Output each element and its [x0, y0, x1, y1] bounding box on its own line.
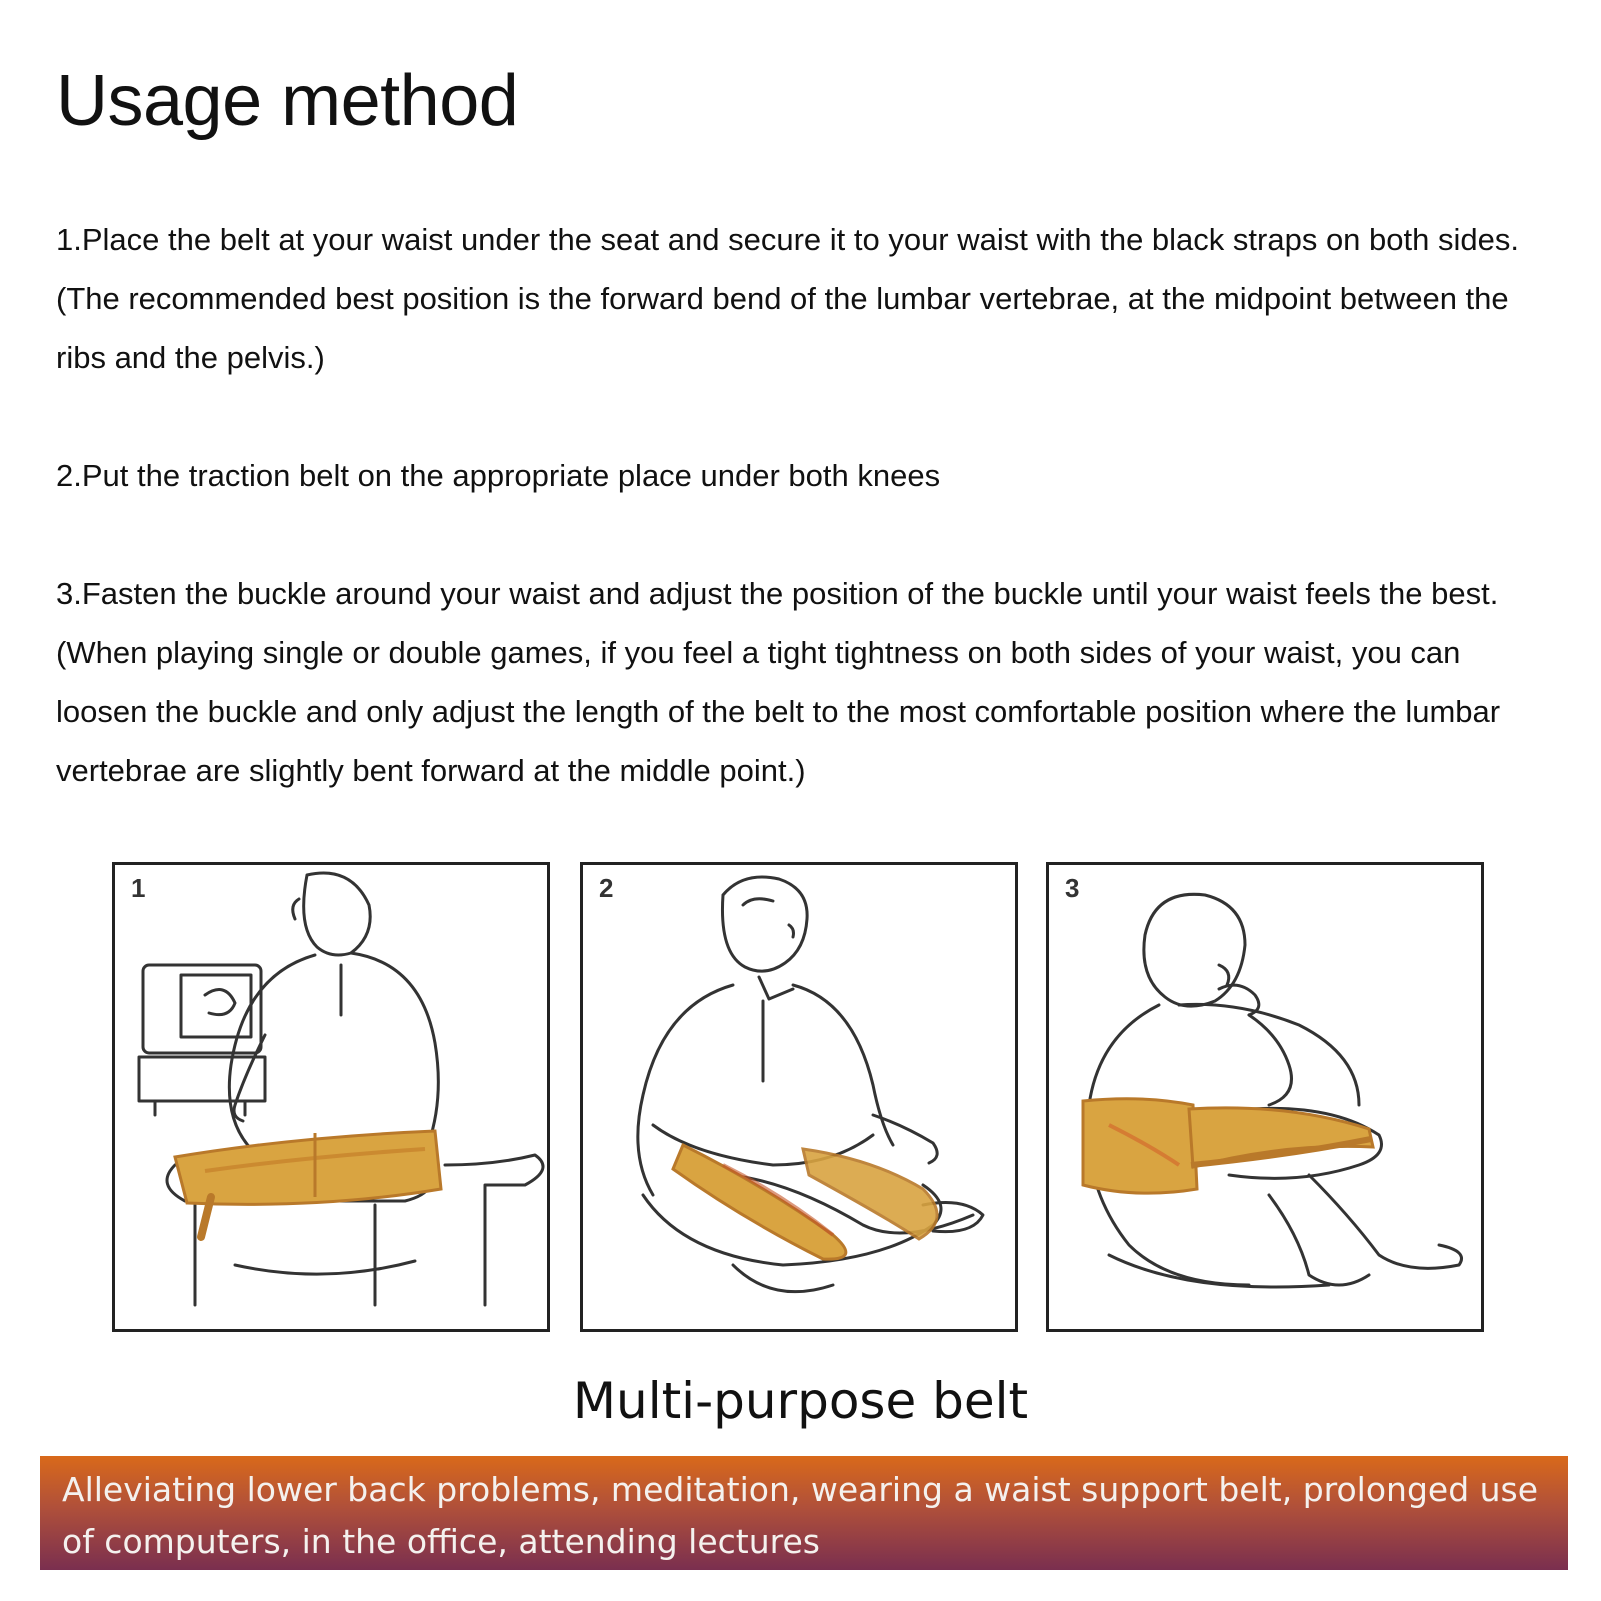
panel-number-2: 2	[599, 873, 614, 903]
step-1-text: 1.Place the belt at your waist under the seat and secure it to your waist with the black straps on both sides. (The recommended best position is the forward bend of the lumbar vertebrae, at the midpoint between the ribs and the pelvis.)	[56, 222, 1519, 375]
illustration-panel-3	[1046, 862, 1484, 1332]
panel-number-3: 3	[1065, 873, 1080, 903]
step-2-text: 2.Put the traction belt on the appropriate place under both knees	[56, 458, 941, 493]
step-3-text: 3.Fasten the buckle around your waist and adjust the position of the buckle until your waist feels the best. (When playing single or double games, if you feel a tight tightness on both sides of your waist, you can loosen the buckle and only adjust the length of the belt to the most comfortable position where the lumbar vertebrae are slightly bent forward at the middle point.)	[56, 576, 1501, 788]
illustration-panel-2	[580, 862, 1018, 1332]
uses-banner	[40, 1456, 1568, 1570]
uses-banner-text: Alleviating lower back problems, meditation, wearing a waist support belt, prolonged use of computers, in the office, attending lectures	[62, 1470, 1539, 1561]
panel-number-1: 1	[131, 873, 146, 903]
product-subtitle: Multi-purpose belt	[572, 1372, 1029, 1430]
man-hugging-knees-illustration	[1049, 865, 1481, 1329]
page-title: Usage method	[56, 61, 519, 141]
illustration-panels	[112, 862, 1492, 1340]
instructions	[56, 210, 1556, 859]
man-sitting-cross-legged-illustration	[583, 865, 1015, 1329]
man-at-computer-illustration	[115, 865, 547, 1329]
illustration-panel-1	[112, 862, 550, 1332]
